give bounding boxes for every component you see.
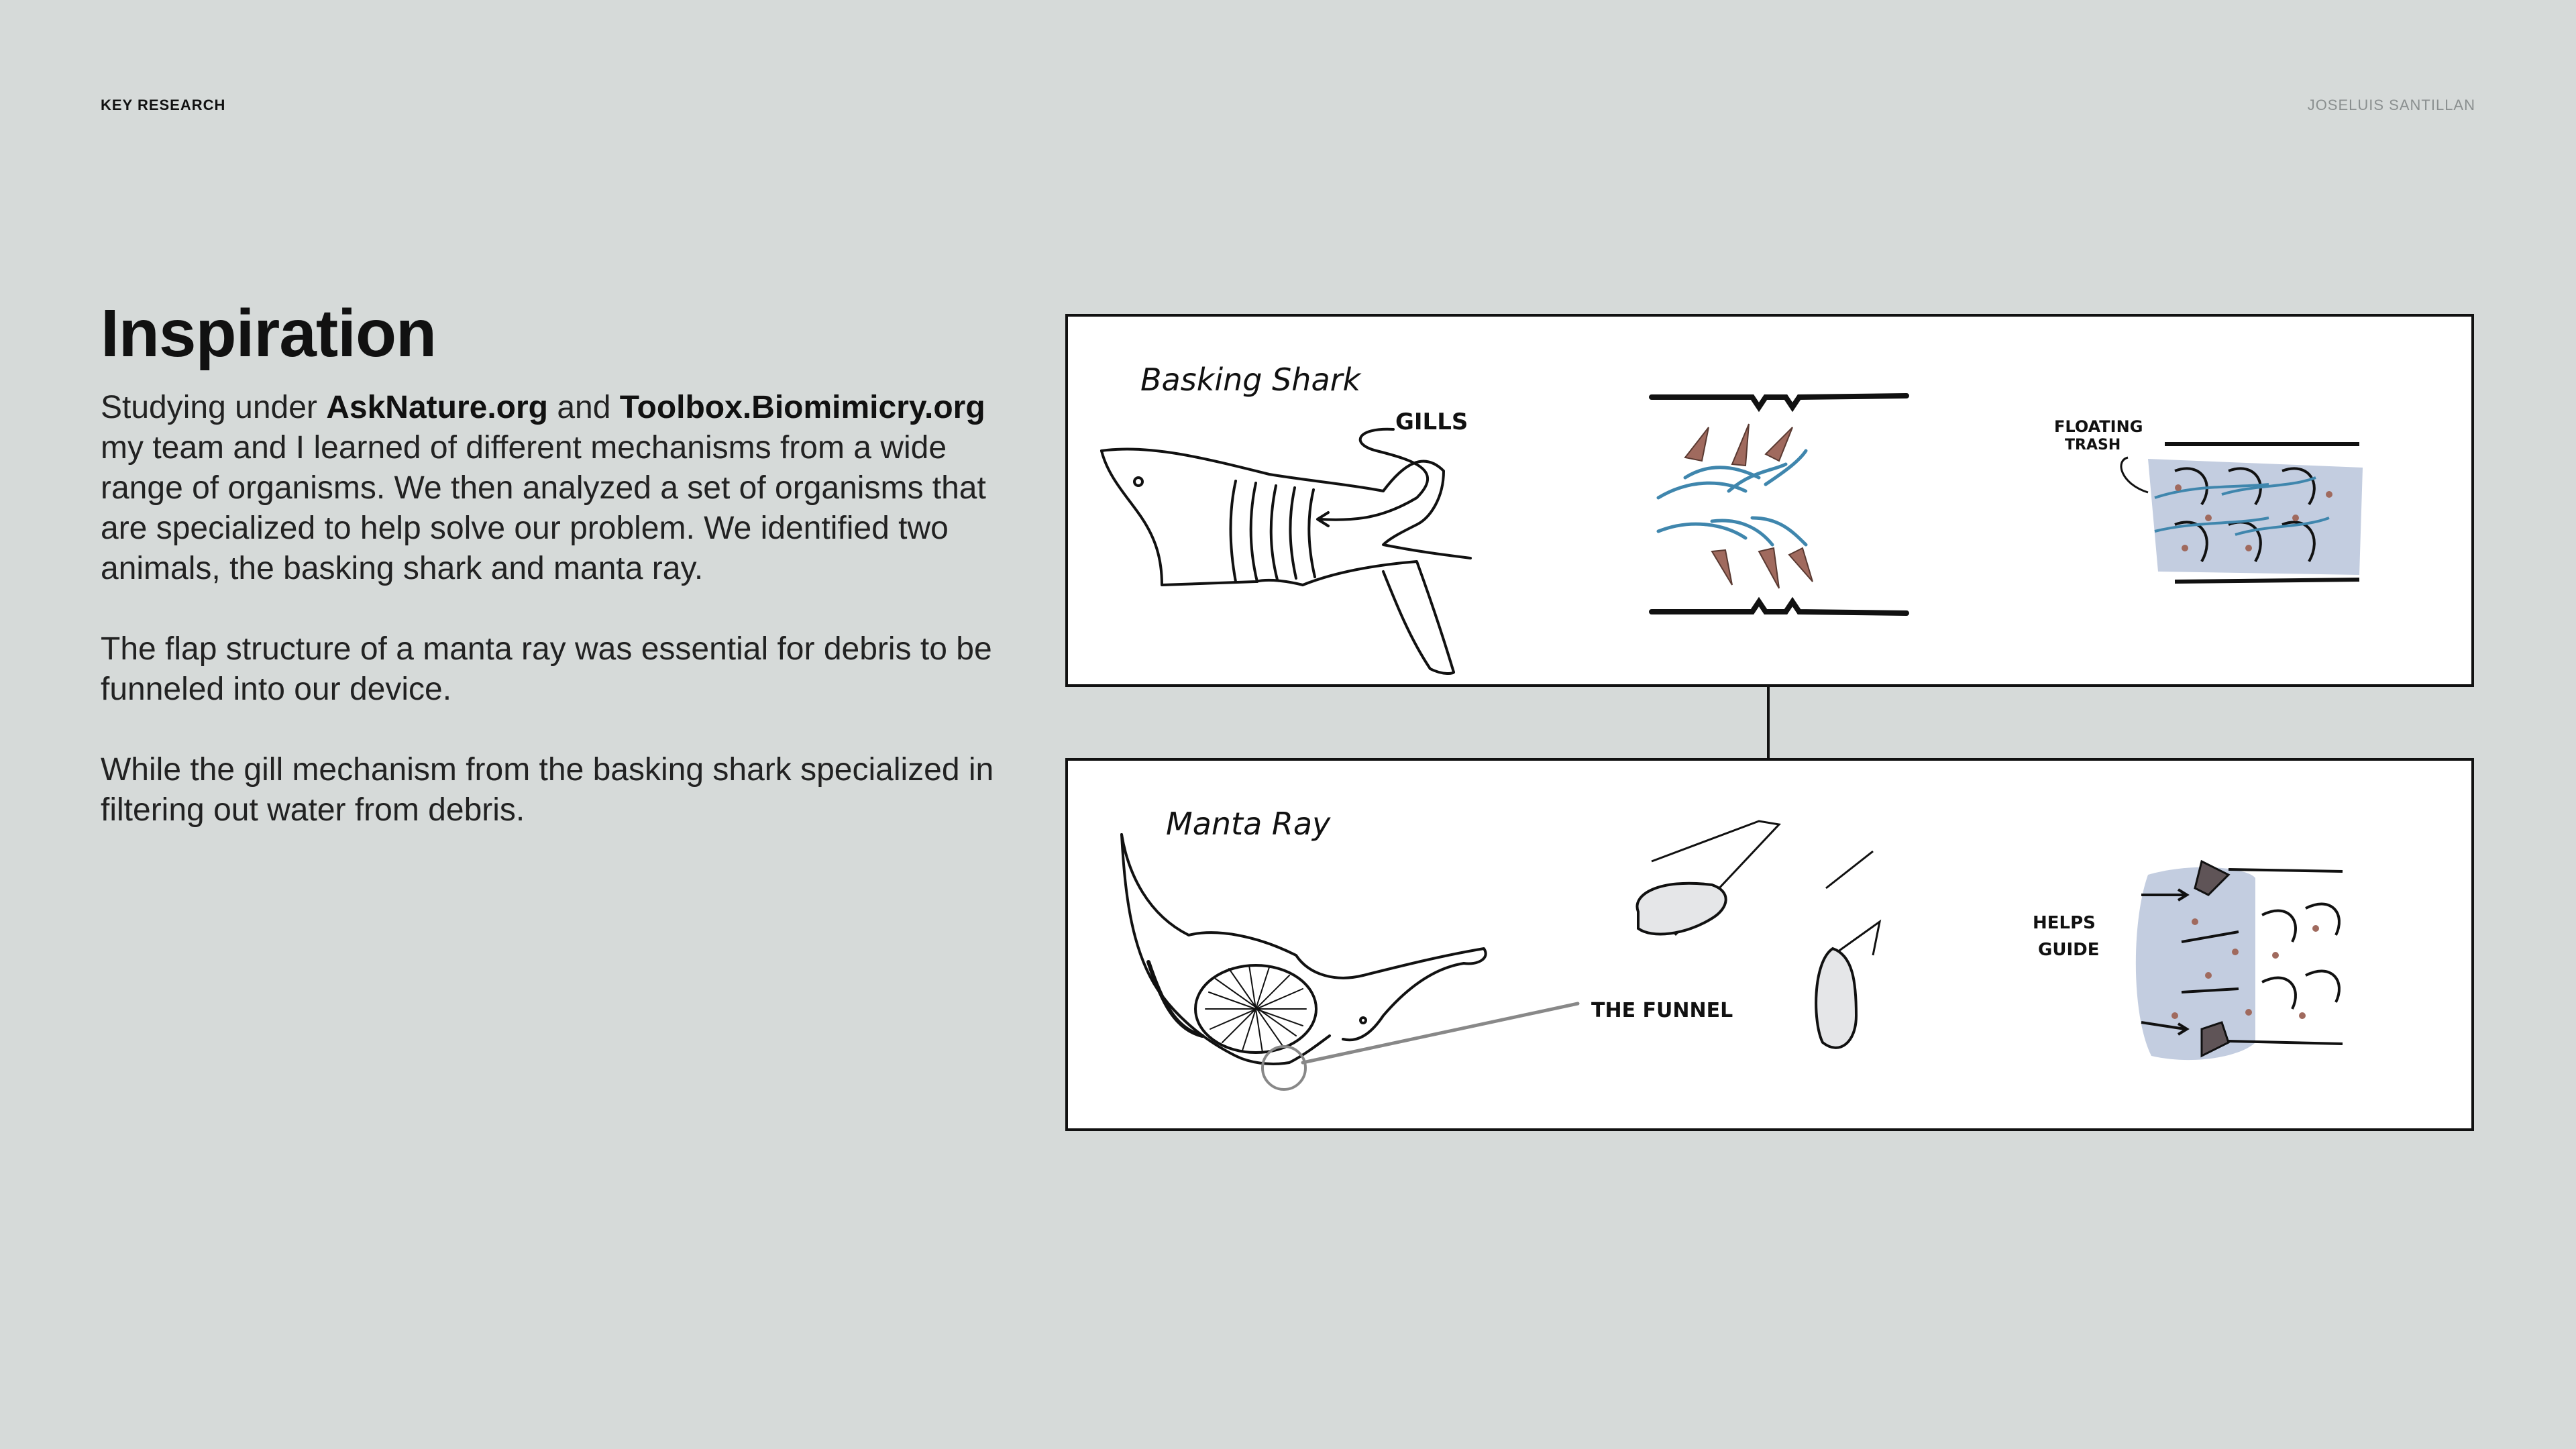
paragraph-intro [101,388,1026,589]
funnel-label: THE FUNNEL [1591,999,1733,1022]
manta-ray-label: Manta Ray [1166,806,1331,842]
panel-connector [1767,687,1770,758]
intro-prefix: Studying under [101,390,327,425]
helps-guide-label-1: HELPS [2033,913,2096,933]
basking-shark-sketches [1068,317,2471,684]
helps-guide-label-2: GUIDE [2038,940,2100,960]
basking-shark-label: Basking Shark [1140,362,1361,398]
floating-trash-label-1: FLOATING [2054,417,2143,436]
floating-trash-filter-diagram [2054,417,2363,582]
intro-mid: and [547,390,620,425]
helps-guide-diagram [2033,861,2343,1060]
intro-rest: my team and I learned of different mechanisms from a wide range of organisms. We then analyzed a set of organisms that are specialized to help solve our problem. We identified two animals, the basking shark and manta ray. [101,430,986,586]
paragraph-manta: The flap structure of a manta ray was essential for debris to be funneled into our device. [101,631,992,707]
paragraph-shark: While the gill mechanism from the basking shark specialized in filtering out water from debris. [101,752,994,828]
biomimicry-toolbox-link[interactable]: Toolbox.Biomimicry.org [619,390,985,425]
manta-ray-drawing [1122,835,1578,1089]
basking-shark-drawing [1102,429,1470,674]
basking-shark-panel [1065,314,2474,687]
author-name: JOSELUIS SANTILLAN [2307,97,2475,113]
body-text [101,388,1026,871]
asknature-link[interactable]: AskNature.org [326,390,548,425]
manta-ray-sketches [1068,761,2471,1128]
floating-trash-label-2: TRASH [2065,437,2121,453]
page-title: Inspiration [101,296,437,371]
gill-flow-diagram [1652,396,1907,613]
gills-label: GILLS [1395,409,1468,435]
manta-ray-panel [1065,758,2474,1131]
section-label: KEY RESEARCH [101,97,226,113]
